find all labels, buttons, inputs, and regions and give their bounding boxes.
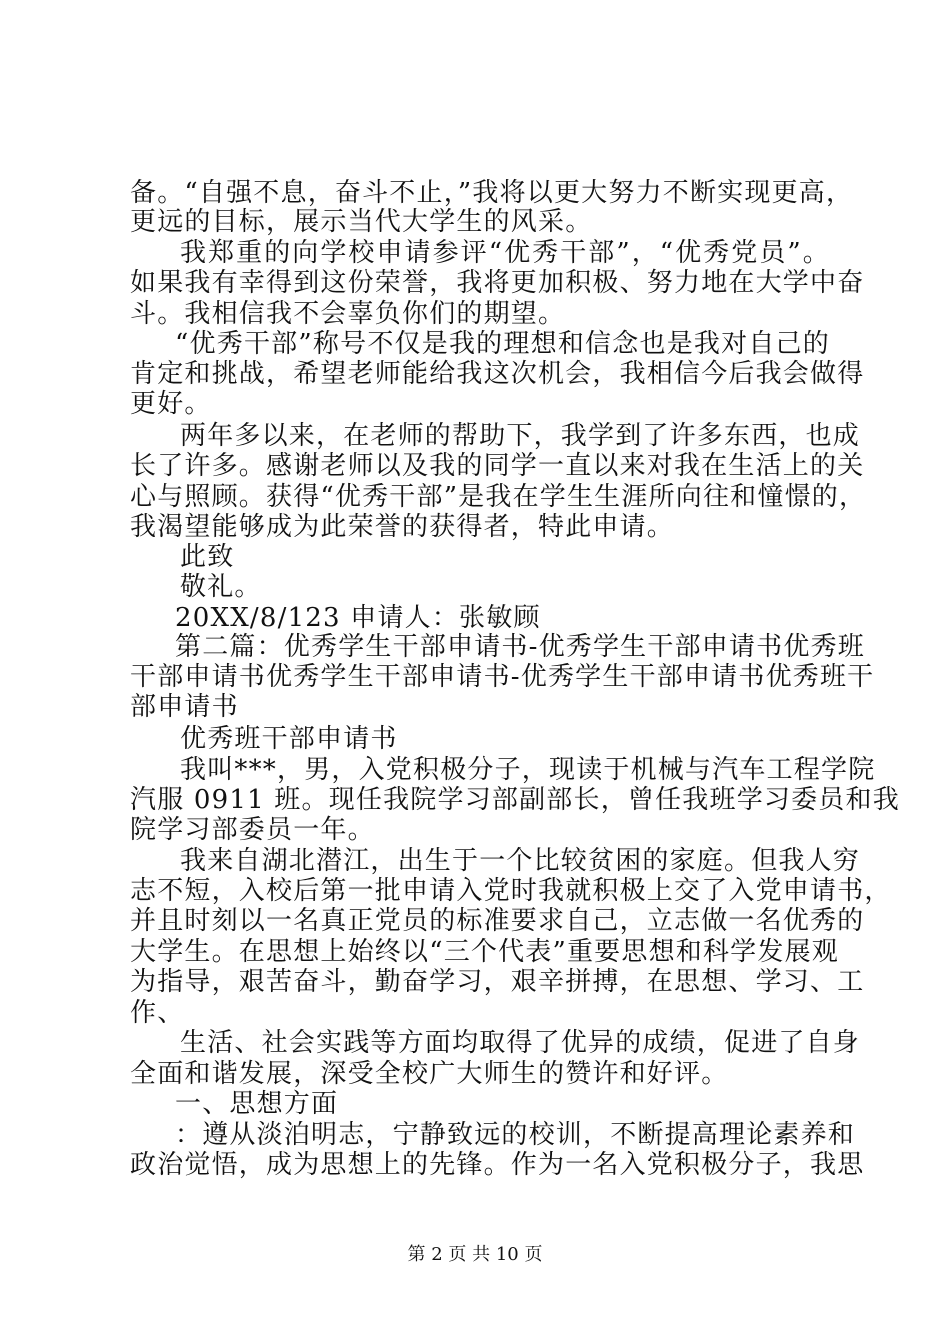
text-line: 大学生。在思想上始终以“三个代表”重要思想和科学发展观 [130, 937, 839, 967]
section-heading: 部申请书 [130, 692, 239, 722]
document-title: 优秀班干部申请书 [180, 724, 398, 754]
text-line: 为指导，艰苦奋斗，勤奋学习，艰辛拼搏，在思想、学习、工 [130, 967, 865, 997]
text-line: 生活、社会实践等方面均取得了优异的成绩，促进了自身 [180, 1028, 861, 1058]
closing-salutation: 此致 [180, 542, 235, 572]
date-and-applicant: 20XX/8/123 申请人：张敏顾 [175, 603, 541, 633]
text-line: 全面和谐发展，深受全校广大师生的赞许和好评。 [130, 1059, 729, 1089]
section-heading: 干部申请书优秀学生干部申请书-优秀学生干部申请书优秀班干 [130, 662, 875, 692]
closing-regards: 敬礼。 [180, 572, 262, 602]
text-line: 我来自湖北潜江，出生于一个比较贫困的家庭。但我人穷 [180, 846, 861, 876]
section-heading: 第二篇：优秀学生干部申请书-优秀学生干部申请书优秀班 [175, 632, 865, 662]
text-line: 汽服 0911 班。现任我院学习部副部长，曾任我班学习委员和我 [130, 785, 900, 815]
text-line: 作、 [130, 998, 185, 1028]
subsection-heading: 一、思想方面 [175, 1089, 339, 1119]
text-line: 我郑重的向学校申请参评“优秀干部”，“优秀党员”。 [180, 238, 830, 268]
text-line: 肯定和挑战，希望老师能给我这次机会，我相信今后我会做得 [130, 359, 865, 389]
text-line: 长了许多。感谢老师以及我的同学一直以来对我在生活上的关 [130, 451, 865, 481]
text-line: 院学习部委员一年。 [130, 815, 375, 845]
text-line: 并且时刻以一名真正党员的标准要求自己，立志做一名优秀的 [130, 906, 865, 936]
text-line: 政治觉悟，成为思想上的先锋。作为一名入党积极分子，我思 [130, 1150, 865, 1180]
text-line: “优秀干部”称号不仅是我的理想和信念也是我对自己的 [175, 329, 830, 359]
text-line: 我叫***，男，入党积极分子，现读于机械与汽车工程学院 [180, 755, 876, 785]
page-number-footer: 第 2 页 共 10 页 [407, 1244, 543, 1265]
text-line: ：遵从淡泊明志，宁静致远的校训，不断提高理论素养和 [175, 1120, 856, 1150]
text-line: 斗。我相信我不会辜负你们的期望。 [130, 299, 566, 329]
text-line: 心与照顾。获得“优秀干部”是我在学生生涯所向往和憧憬的， [130, 482, 867, 512]
text-line: 两年多以来，在老师的帮助下，我学到了许多东西，也成 [180, 421, 861, 451]
text-line: 备。“自强不息，奋斗不止，”我将以更大努力不断实现更高， [130, 178, 854, 208]
text-line: 志不短，入校后第一批申请入党时我就积极上交了入党申请书， [130, 876, 892, 906]
text-line: 更好。 [130, 389, 212, 419]
text-line: 更远的目标，展示当代大学生的风采。 [130, 207, 593, 237]
text-line: 如果我有幸得到这份荣誉，我将更加积极、努力地在大学中奋 [130, 268, 865, 298]
text-line: 我渴望能够成为此荣誉的获得者，特此申请。 [130, 512, 675, 542]
